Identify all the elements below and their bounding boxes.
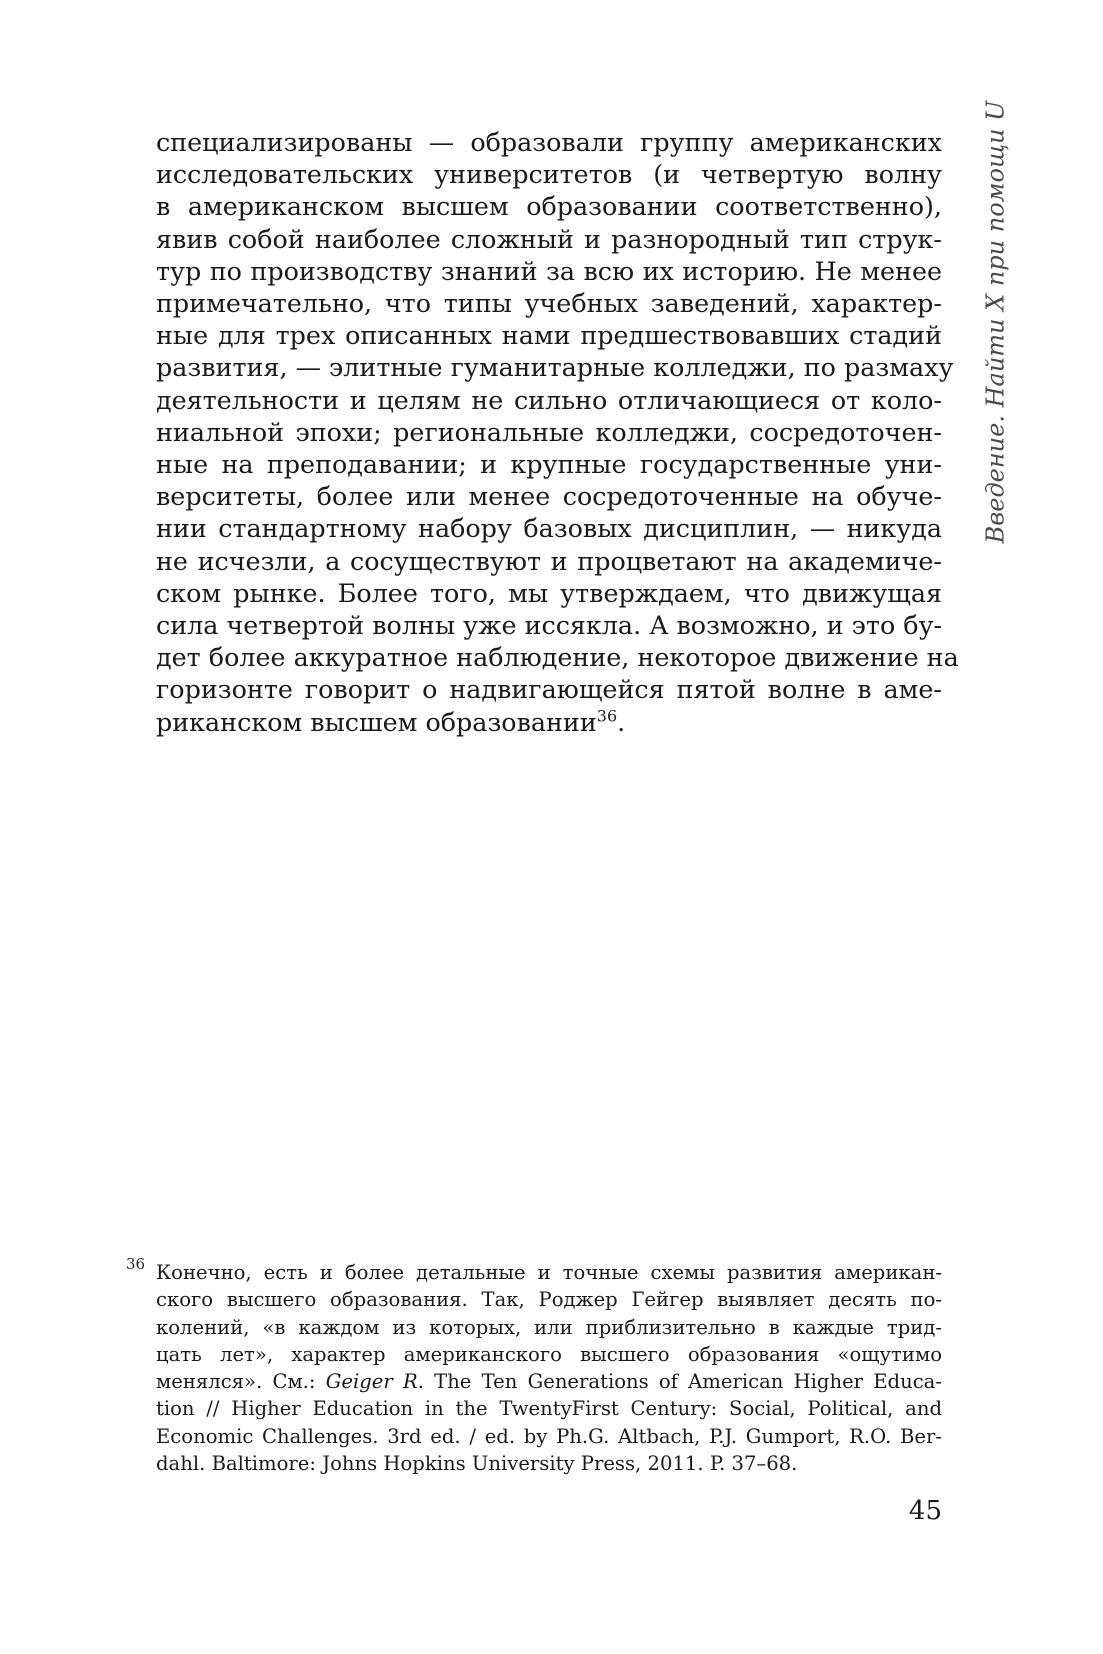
text-line: ниальной эпохи; региональные колледжи, сосредоточен- — [156, 416, 942, 447]
sentence-end: . — [617, 706, 626, 737]
text-line: верситеты, более или менее сосредоточенные на обуче- — [156, 481, 942, 512]
text-line: горизонте говорит о надвигающейся пятой волне в аме- — [156, 674, 942, 705]
footnote-line: ского высшего образования. Так, Роджер Гейгер выявляет десять по- — [156, 1288, 942, 1312]
footnote-line: tion // Higher Education in the TwentyFirst Century: Social, Political, and — [156, 1397, 942, 1421]
footnote-line-prefix: менялся». См.: — [156, 1370, 326, 1394]
text-line-last — [156, 706, 942, 738]
footnote-text — [156, 1259, 942, 1477]
text-line: примечательно, что типы учебных заведений, характер- — [156, 288, 942, 319]
text-line: в американском высшем образовании соответственно), — [156, 191, 942, 222]
running-head — [975, 100, 1015, 544]
page-number: 45 — [908, 1496, 942, 1526]
text-line: развития, — элитные гуманитарные колледжи, по размаху — [156, 352, 954, 383]
footnote-author: Geiger R. — [325, 1370, 424, 1394]
footnote-line-last: dahl. Baltimore: Johns Hopkins University Press, 2011. P. 37–68. — [156, 1452, 798, 1476]
footnote-reference[interactable]: 36 — [596, 706, 618, 726]
footnote-line: колений, «в каждом из которых, или приблизительно в каждые трид- — [156, 1315, 942, 1339]
text-line: дет более аккуратное наблюдение, некоторое движение на — [156, 642, 959, 673]
text-line: тур по производству знаний за всю их историю. Не менее — [156, 255, 942, 286]
text-line: явив собой наиболее сложный и разнородный тип струк- — [156, 223, 942, 254]
text-line: ском рынке. Более того, мы утверждаем, что движущая — [156, 577, 942, 608]
footnote-line: Конечно, есть и более детальные и точные схемы развития американ- — [156, 1261, 942, 1284]
text-line: ные на преподавании; и крупные государственные уни- — [156, 449, 942, 480]
text-line: сила четвертой волны уже иссякла. А возможно, и это бу- — [156, 610, 943, 641]
main-paragraph — [156, 126, 959, 738]
text-line: ные для трех описанных нами предшествовавших стадий — [156, 320, 942, 351]
text-line: деятельности и целям не сильно отличающиеся от коло- — [156, 384, 942, 415]
footnote-line: цать лет», характер американского высшего образования «ощутимо — [156, 1342, 942, 1366]
running-head-text: Введение. Найти X при помощи U — [981, 100, 1010, 544]
text-line: исследовательских университетов (и четвертую волну — [156, 159, 942, 190]
text-line: нии стандартному набору базовых дисциплин, — никуда — [156, 513, 942, 544]
last-line-text: риканском высшем образовании — [156, 706, 597, 737]
footnote-line: Economic Challenges. 3rd ed. / ed. by Ph.G. Altbach, P.J. Gumport, R.O. Ber- — [156, 1424, 942, 1448]
text-line: специализированы — образовали группу американских — [156, 127, 942, 157]
footnote-line-suffix: The Ten Generations of American Higher Educa- — [423, 1370, 942, 1394]
footnote-line — [156, 1368, 942, 1395]
text-line: не исчезли, а сосуществуют и процветают на академиче- — [156, 545, 942, 576]
footnote-number: 36 — [126, 1255, 146, 1273]
